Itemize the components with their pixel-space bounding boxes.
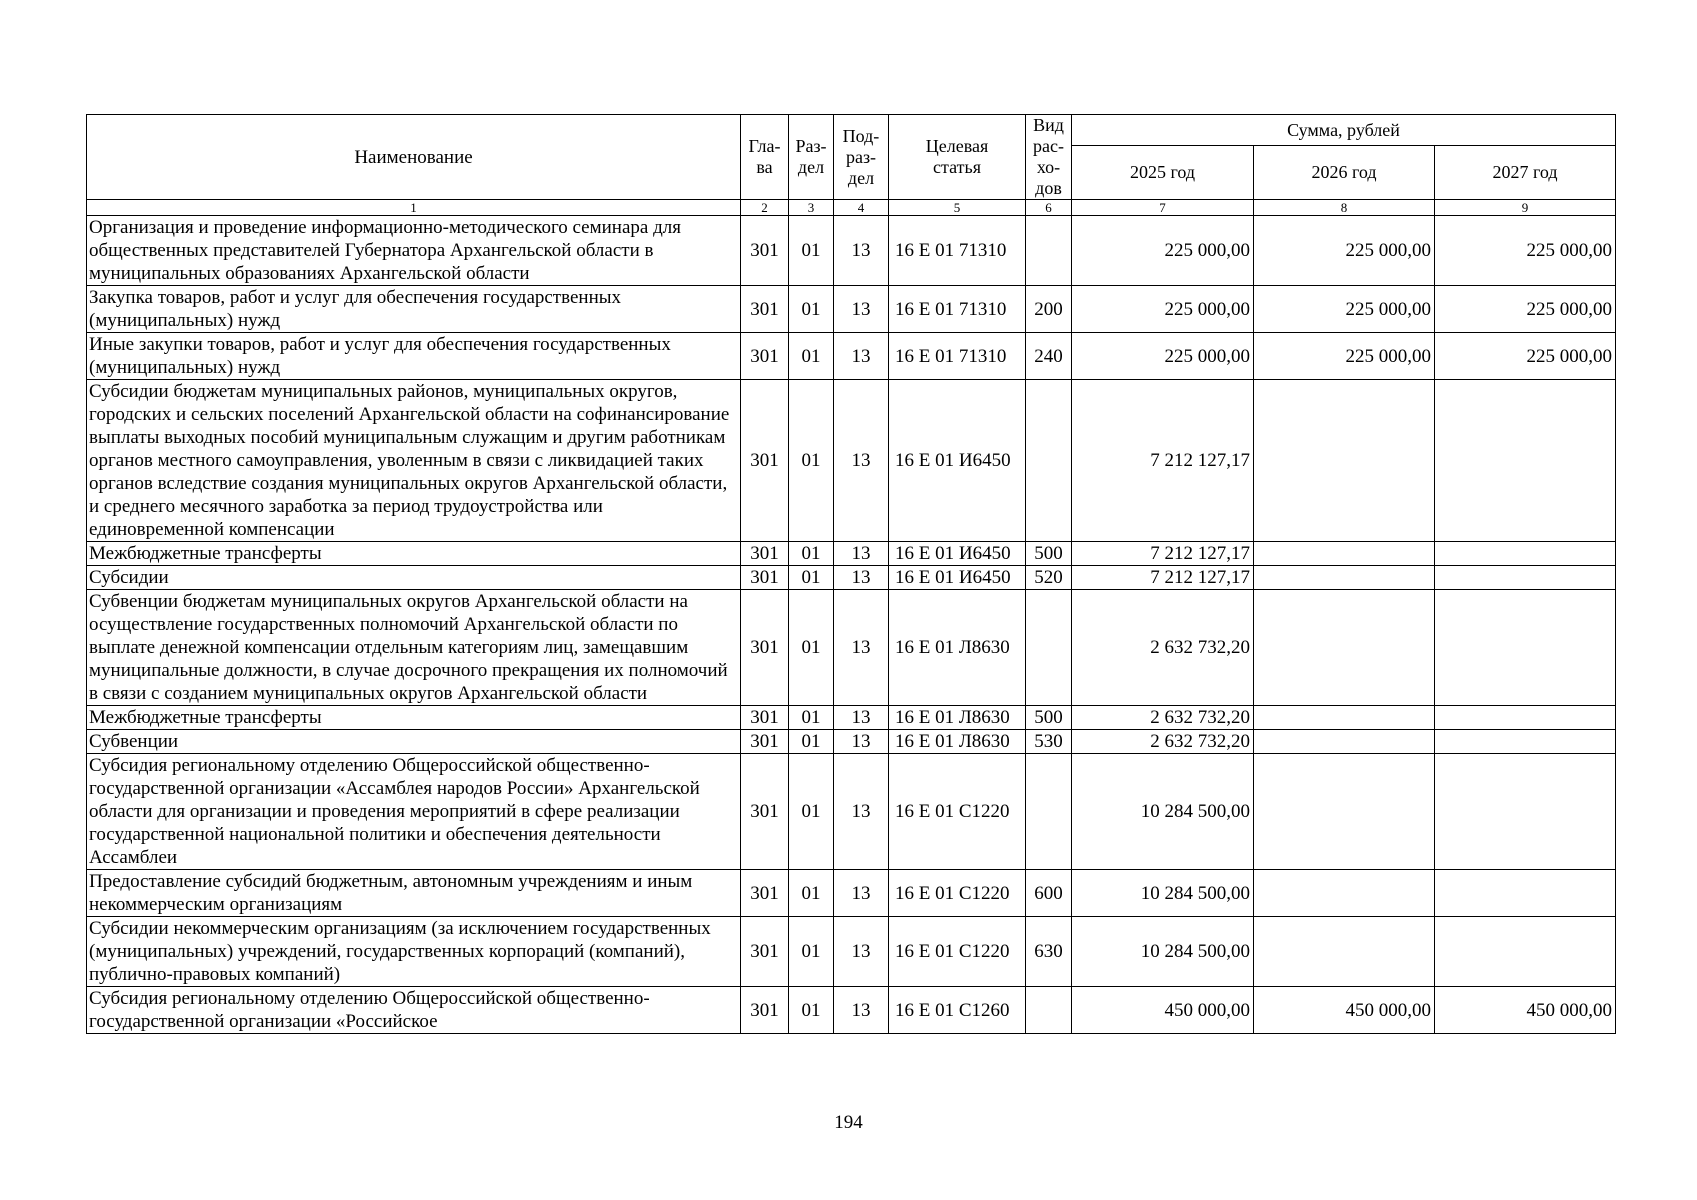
row-glava: 301 bbox=[741, 706, 789, 730]
row-amount-2026 bbox=[1254, 730, 1435, 754]
row-vid: 200 bbox=[1026, 286, 1072, 333]
row-name: Субвенции бюджетам муниципальных округов Архангельской области на осуществление государственных полномочий Архангельской области по выплате денежной компенсации отдельным категориям лиц, замещавшим муниципальные должности, в случае досрочного прекращения их полномочий в связи с созданием муниципальных округов Архангельской области bbox=[87, 590, 741, 706]
row-glava: 301 bbox=[741, 216, 789, 286]
header-sum: Сумма, рублей bbox=[1072, 115, 1616, 146]
row-vid bbox=[1026, 590, 1072, 706]
row-glava: 301 bbox=[741, 870, 789, 917]
row-vid: 240 bbox=[1026, 333, 1072, 380]
row-amount-2026 bbox=[1254, 754, 1435, 870]
row-amount-2027: 225 000,00 bbox=[1435, 286, 1616, 333]
table-row bbox=[87, 286, 1616, 333]
budget-table bbox=[86, 114, 1616, 1034]
row-name: Субсидии бюджетам муниципальных районов, муниципальных округов, городских и сельских поселений Архангельской области на софинансирование выплаты выходных пособий муниципальным служащим и другим работникам органов местного самоуправления, уволенным в связи с ликвидацией таких органов вследствие создания муниципальных округов Архангельской области, и среднего месячного заработка за период трудоустройства или единовременной компенсации bbox=[87, 380, 741, 542]
row-razdel: 01 bbox=[789, 216, 834, 286]
table-row bbox=[87, 542, 1616, 566]
row-name: Субвенции bbox=[87, 730, 741, 754]
row-vid bbox=[1026, 380, 1072, 542]
row-razdel: 01 bbox=[789, 917, 834, 987]
row-target: 16 Е 01 И6450 bbox=[889, 566, 1026, 590]
row-amount-2027 bbox=[1435, 706, 1616, 730]
row-razdel: 01 bbox=[789, 754, 834, 870]
row-name: Предоставление субсидий бюджетным, автономным учреждениям и иным некоммерческим организациям bbox=[87, 870, 741, 917]
row-amount-2026 bbox=[1254, 870, 1435, 917]
row-razdel: 01 bbox=[789, 542, 834, 566]
row-name: Организация и проведение информационно-методического семинара для общественных представителей Губернатора Архангельской области в муниципальных образованиях Архангельской области bbox=[87, 216, 741, 286]
table-row bbox=[87, 754, 1616, 870]
column-number: 2 bbox=[741, 200, 789, 216]
table-row bbox=[87, 987, 1616, 1034]
column-number: 3 bbox=[789, 200, 834, 216]
row-vid bbox=[1026, 216, 1072, 286]
row-podrazdel: 13 bbox=[834, 590, 889, 706]
row-amount-2025: 2 632 732,20 bbox=[1072, 730, 1254, 754]
row-target: 16 Е 01 Л8630 bbox=[889, 730, 1026, 754]
row-amount-2025: 2 632 732,20 bbox=[1072, 706, 1254, 730]
row-razdel: 01 bbox=[789, 706, 834, 730]
row-vid: 530 bbox=[1026, 730, 1072, 754]
row-amount-2025: 10 284 500,00 bbox=[1072, 870, 1254, 917]
header-podrazdel: Под-раз-дел bbox=[834, 115, 889, 200]
row-amount-2027 bbox=[1435, 754, 1616, 870]
row-glava: 301 bbox=[741, 754, 789, 870]
header-name: Наименование bbox=[87, 115, 741, 200]
page-number: 194 bbox=[834, 1112, 863, 1133]
row-glava: 301 bbox=[741, 380, 789, 542]
table-row bbox=[87, 917, 1616, 987]
row-vid: 500 bbox=[1026, 542, 1072, 566]
column-number: 7 bbox=[1072, 200, 1254, 216]
row-podrazdel: 13 bbox=[834, 870, 889, 917]
row-amount-2026: 450 000,00 bbox=[1254, 987, 1435, 1034]
column-number-row bbox=[87, 200, 1616, 216]
row-name: Субсидии некоммерческим организациям (за исключением государственных (муниципальных) учреждений, государственных корпораций (компаний), публично-правовых компаний) bbox=[87, 917, 741, 987]
row-name: Закупка товаров, работ и услуг для обеспечения государственных (муниципальных) нужд bbox=[87, 286, 741, 333]
table-row bbox=[87, 870, 1616, 917]
row-amount-2027 bbox=[1435, 917, 1616, 987]
row-amount-2025: 10 284 500,00 bbox=[1072, 917, 1254, 987]
row-razdel: 01 bbox=[789, 870, 834, 917]
row-razdel: 01 bbox=[789, 730, 834, 754]
row-amount-2027: 225 000,00 bbox=[1435, 333, 1616, 380]
row-name: Иные закупки товаров, работ и услуг для обеспечения государственных (муниципальных) нужд bbox=[87, 333, 741, 380]
row-razdel: 01 bbox=[789, 286, 834, 333]
row-glava: 301 bbox=[741, 987, 789, 1034]
row-amount-2026: 225 000,00 bbox=[1254, 286, 1435, 333]
row-amount-2027 bbox=[1435, 566, 1616, 590]
row-glava: 301 bbox=[741, 542, 789, 566]
row-name: Субсидия региональному отделению Общероссийской общественно-государственной организации «Российское bbox=[87, 987, 741, 1034]
row-razdel: 01 bbox=[789, 590, 834, 706]
row-podrazdel: 13 bbox=[834, 706, 889, 730]
row-amount-2026: 225 000,00 bbox=[1254, 216, 1435, 286]
row-vid bbox=[1026, 987, 1072, 1034]
row-amount-2026 bbox=[1254, 380, 1435, 542]
row-target: 16 Е 01 71310 bbox=[889, 216, 1026, 286]
row-amount-2027 bbox=[1435, 870, 1616, 917]
row-name: Субсидия региональному отделению Общероссийской общественно-государственной организации «Ассамблея народов России» Архангельской области для организации и проведения мероприятий в сфере реализации государственной национальной политики и обеспечения деятельности Ассамблеи bbox=[87, 754, 741, 870]
row-amount-2025: 7 212 127,17 bbox=[1072, 542, 1254, 566]
table-row bbox=[87, 333, 1616, 380]
row-glava: 301 bbox=[741, 730, 789, 754]
row-target: 16 Е 01 Л8630 bbox=[889, 706, 1026, 730]
row-target: 16 Е 01 С1220 bbox=[889, 870, 1026, 917]
header-vid: Вид рас-хо-дов bbox=[1026, 115, 1072, 200]
row-amount-2026 bbox=[1254, 706, 1435, 730]
row-razdel: 01 bbox=[789, 987, 834, 1034]
row-podrazdel: 13 bbox=[834, 917, 889, 987]
row-name: Межбюджетные трансферты bbox=[87, 706, 741, 730]
row-vid: 600 bbox=[1026, 870, 1072, 917]
table-row bbox=[87, 216, 1616, 286]
row-podrazdel: 13 bbox=[834, 987, 889, 1034]
row-amount-2027 bbox=[1435, 542, 1616, 566]
row-amount-2027: 225 000,00 bbox=[1435, 216, 1616, 286]
row-podrazdel: 13 bbox=[834, 730, 889, 754]
header-year-2026: 2026 год bbox=[1254, 146, 1435, 200]
table-row bbox=[87, 590, 1616, 706]
row-amount-2027 bbox=[1435, 590, 1616, 706]
row-glava: 301 bbox=[741, 286, 789, 333]
column-number: 5 bbox=[889, 200, 1026, 216]
header-year-2027: 2027 год bbox=[1435, 146, 1616, 200]
row-amount-2027 bbox=[1435, 380, 1616, 542]
column-number: 9 bbox=[1435, 200, 1616, 216]
column-number: 4 bbox=[834, 200, 889, 216]
row-target: 16 Е 01 С1260 bbox=[889, 987, 1026, 1034]
row-amount-2025: 225 000,00 bbox=[1072, 216, 1254, 286]
row-target: 16 Е 01 71310 bbox=[889, 333, 1026, 380]
table-row bbox=[87, 706, 1616, 730]
row-razdel: 01 bbox=[789, 380, 834, 542]
row-amount-2025: 7 212 127,17 bbox=[1072, 566, 1254, 590]
row-target: 16 Е 01 Л8630 bbox=[889, 590, 1026, 706]
row-name: Субсидии bbox=[87, 566, 741, 590]
row-vid bbox=[1026, 754, 1072, 870]
row-amount-2025: 2 632 732,20 bbox=[1072, 590, 1254, 706]
row-amount-2027 bbox=[1435, 730, 1616, 754]
row-amount-2025: 10 284 500,00 bbox=[1072, 754, 1254, 870]
row-target: 16 Е 01 И6450 bbox=[889, 380, 1026, 542]
table-row bbox=[87, 730, 1616, 754]
row-glava: 301 bbox=[741, 590, 789, 706]
row-glava: 301 bbox=[741, 566, 789, 590]
header-row-top bbox=[87, 115, 1616, 146]
row-podrazdel: 13 bbox=[834, 542, 889, 566]
row-glava: 301 bbox=[741, 333, 789, 380]
row-target: 16 Е 01 С1220 bbox=[889, 917, 1026, 987]
row-vid: 630 bbox=[1026, 917, 1072, 987]
row-razdel: 01 bbox=[789, 333, 834, 380]
table-row bbox=[87, 566, 1616, 590]
header-glava: Гла-ва bbox=[741, 115, 789, 200]
column-number: 8 bbox=[1254, 200, 1435, 216]
row-target: 16 Е 01 И6450 bbox=[889, 542, 1026, 566]
row-podrazdel: 13 bbox=[834, 286, 889, 333]
row-vid: 520 bbox=[1026, 566, 1072, 590]
row-podrazdel: 13 bbox=[834, 333, 889, 380]
row-amount-2026 bbox=[1254, 566, 1435, 590]
header-year-2025: 2025 год bbox=[1072, 146, 1254, 200]
row-target: 16 Е 01 С1220 bbox=[889, 754, 1026, 870]
row-amount-2026 bbox=[1254, 542, 1435, 566]
row-name: Межбюджетные трансферты bbox=[87, 542, 741, 566]
column-number: 1 bbox=[87, 200, 741, 216]
row-amount-2025: 225 000,00 bbox=[1072, 286, 1254, 333]
table-row bbox=[87, 380, 1616, 542]
row-amount-2025: 450 000,00 bbox=[1072, 987, 1254, 1034]
row-amount-2025: 225 000,00 bbox=[1072, 333, 1254, 380]
row-vid: 500 bbox=[1026, 706, 1072, 730]
column-number: 6 bbox=[1026, 200, 1072, 216]
row-razdel: 01 bbox=[789, 566, 834, 590]
row-target: 16 Е 01 71310 bbox=[889, 286, 1026, 333]
row-podrazdel: 13 bbox=[834, 216, 889, 286]
header-razdel: Раз-дел bbox=[789, 115, 834, 200]
row-podrazdel: 13 bbox=[834, 754, 889, 870]
header-target: Целевая статья bbox=[889, 115, 1026, 200]
row-amount-2026: 225 000,00 bbox=[1254, 333, 1435, 380]
row-amount-2026 bbox=[1254, 590, 1435, 706]
row-podrazdel: 13 bbox=[834, 566, 889, 590]
row-amount-2025: 7 212 127,17 bbox=[1072, 380, 1254, 542]
row-amount-2026 bbox=[1254, 917, 1435, 987]
row-amount-2027: 450 000,00 bbox=[1435, 987, 1616, 1034]
row-podrazdel: 13 bbox=[834, 380, 889, 542]
row-glava: 301 bbox=[741, 917, 789, 987]
